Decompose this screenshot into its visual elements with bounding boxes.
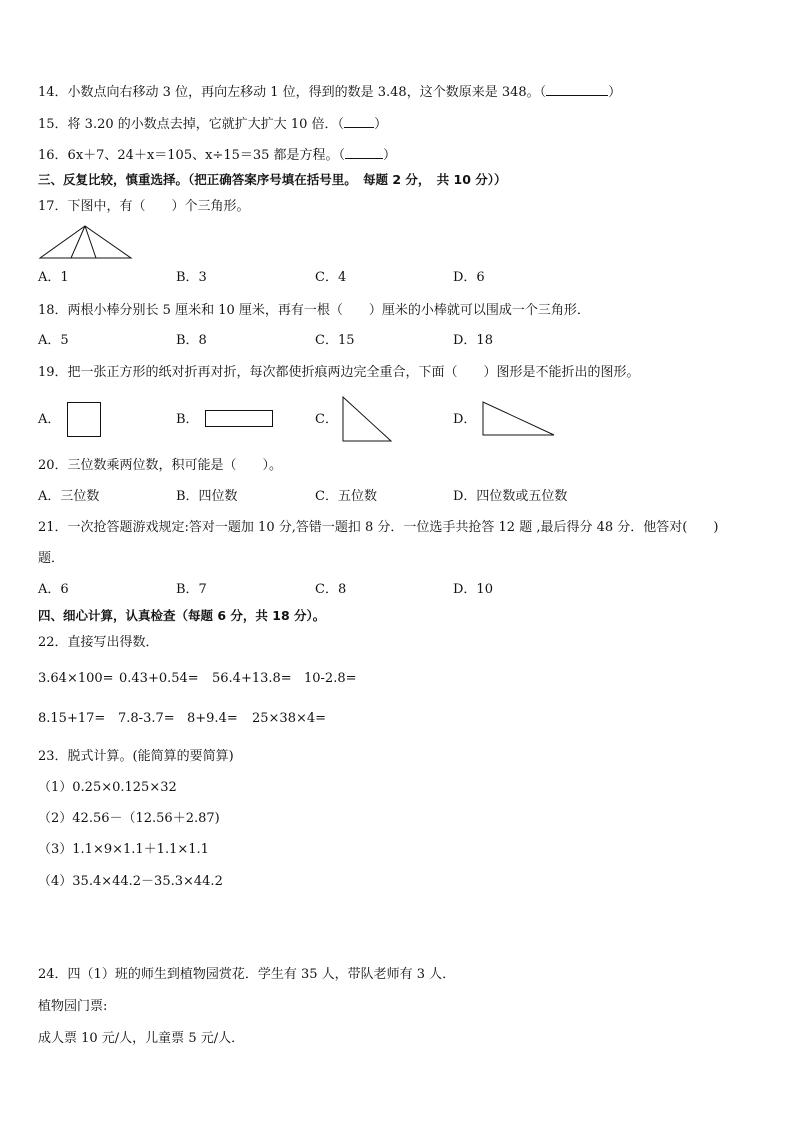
question-16-text: 16．6x＋7、24＋x＝105、x÷15＝35 都是方程。（ — [38, 148, 346, 163]
option-c[interactable]: C．8 — [315, 582, 347, 597]
question-24-line-3: 成人票 10 元/人，儿童票 5 元/人． — [38, 1031, 245, 1046]
calc-item: （1）0.25×0.125×32 — [38, 780, 177, 795]
question-17-text: 17．下图中，有（ ）个三角形。 — [38, 199, 250, 214]
square-shape-icon — [66, 401, 102, 438]
right-triangle-d-icon — [480, 400, 558, 438]
option-d[interactable]: D．四位数或五位数 — [453, 489, 568, 504]
question-16 — [38, 146, 396, 164]
option-a[interactable]: A．三位数 — [38, 489, 100, 504]
question-14 — [38, 83, 621, 101]
option-d[interactable]: D．10 — [453, 582, 493, 597]
option-b[interactable]: B．四位数 — [176, 489, 238, 504]
calc-item: 56.4+13.8= — [212, 671, 292, 686]
question-21-text: 21．一次抢答题游戏规定:答对一题加 10 分,答错一题扣 8 分．一位选手共抢答 12 题 ,最后得分 48 分．他答对( ) — [38, 520, 719, 535]
option-d[interactable]: D．6 — [453, 270, 485, 285]
calc-item: 25×38×4= — [252, 711, 327, 726]
right-triangle-c-icon — [340, 395, 394, 443]
triangle-figure-icon — [38, 223, 134, 261]
section-3-heading: 三、反复比较，慎重选择。（把正确答案序号填在括号里。 每题 2 分， 共 10 分）） — [38, 172, 507, 187]
answer-blank[interactable] — [546, 83, 608, 96]
option-b[interactable]: B．3 — [176, 270, 207, 285]
option-b[interactable]: B． — [176, 412, 199, 427]
answer-blank[interactable] — [344, 115, 374, 128]
option-a[interactable]: A．1 — [38, 270, 69, 285]
question-22-text: 22．直接写出得数． — [38, 635, 159, 650]
option-a[interactable]: A． — [38, 412, 61, 427]
question-15-text: 15．将 3.20 的小数点去掉，它就扩大扩大 10 倍．（ — [38, 117, 345, 132]
question-24-text: 24．四（1）班的师生到植物园赏花．学生有 35 人，带队老师有 3 人． — [38, 967, 456, 982]
question-24-line-2: 植物园门票: — [38, 999, 108, 1014]
option-b[interactable]: B．7 — [176, 582, 207, 597]
calc-item: 7.8-3.7= — [118, 711, 175, 726]
option-c[interactable]: C．15 — [315, 333, 355, 348]
calc-item: （2）42.56－（12.56＋2.87) — [38, 811, 220, 826]
option-c[interactable]: C．五位数 — [315, 489, 377, 504]
question-14-close: ） — [608, 85, 622, 100]
rectangle-shape-icon — [204, 409, 274, 429]
question-16-close: ） — [383, 148, 397, 163]
question-15 — [38, 115, 387, 133]
question-15-close: ） — [374, 117, 388, 132]
question-18-text: 18．两根小棒分别长 5 厘米和 10 厘米，再有一根（ ）厘米的小棒就可以围成一个三角形． — [38, 303, 590, 318]
question-21-text-continued: 题． — [38, 551, 65, 566]
option-a[interactable]: A．5 — [38, 333, 69, 348]
calc-item: （4）35.4×44.2－35.3×44.2 — [38, 874, 223, 889]
option-d[interactable]: D． — [453, 412, 477, 427]
question-23-text: 23．脱式计算。(能简算的要简算) — [38, 749, 234, 764]
option-c[interactable]: C．4 — [315, 270, 347, 285]
calc-item: 8+9.4= — [187, 711, 238, 726]
option-c[interactable]: C． — [315, 412, 338, 427]
option-a[interactable]: A．6 — [38, 582, 69, 597]
calc-item: 8.15+17= — [38, 711, 106, 726]
section-4-heading: 四、细心计算，认真检查（每题 6 分，共 18 分）。 — [38, 608, 326, 623]
question-20-text: 20．三位数乘两位数，积可能是（ ）。 — [38, 458, 283, 473]
option-b[interactable]: B．8 — [176, 333, 207, 348]
calc-item: 3.64×100= — [38, 671, 114, 686]
question-19-text: 19．把一张正方形的纸对折再对折，每次都使折痕两边完全重合，下面（ ）图形是不能折出的图形。 — [38, 365, 640, 380]
option-d[interactable]: D．18 — [453, 333, 493, 348]
calc-item: 0.43+0.54= — [119, 671, 199, 686]
question-14-text: 14．小数点向右移动 3 位，再向左移动 1 位，得到的数是 3.48，这个数原来是 348。（ — [38, 85, 547, 100]
calc-item: （3）1.1×9×1.1＋1.1×1.1 — [38, 842, 209, 857]
calc-item: 10-2.8= — [304, 671, 357, 686]
answer-blank[interactable] — [345, 146, 383, 159]
